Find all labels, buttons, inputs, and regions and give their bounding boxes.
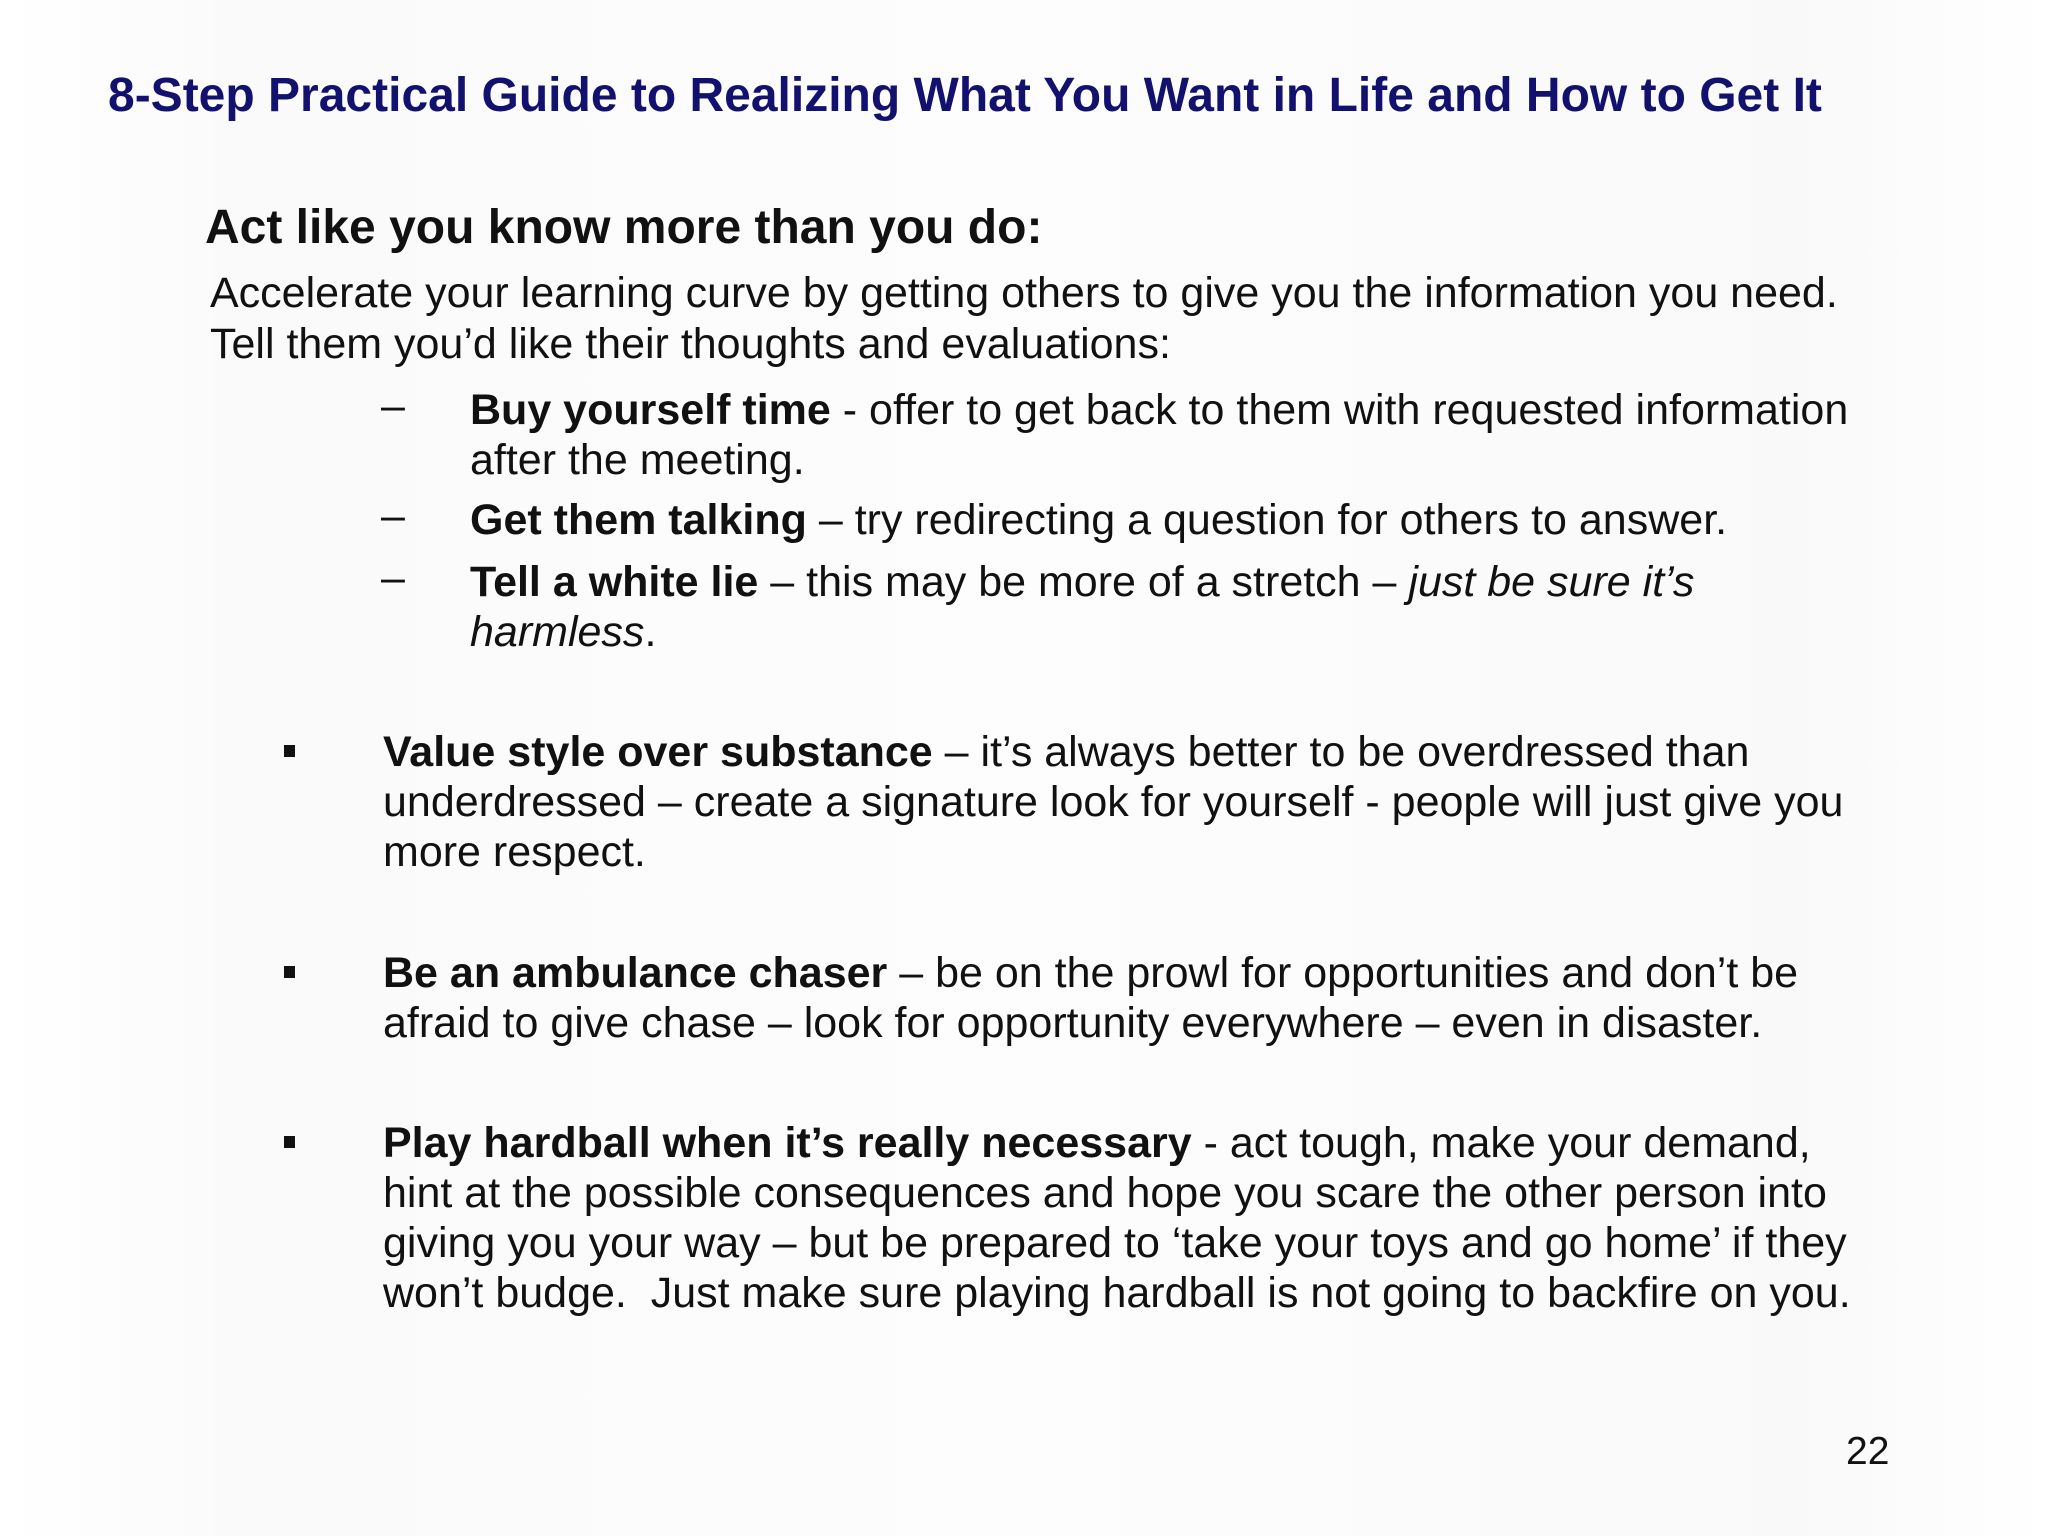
bullet-bold: Be an ambulance chaser (383, 949, 888, 997)
bullet-rest: – be on the prowl for opportunities and don’t be (887, 949, 1799, 997)
sub-item-line (470, 557, 1960, 607)
bullet-line: underdressed – create a signature look for yourself - people will just give you (383, 778, 1844, 826)
bullet-line (383, 727, 1973, 777)
bullet-rest: – it’s always better to be overdressed than (932, 728, 1750, 776)
square-bullet-icon (284, 745, 295, 757)
intro-line-1: Accelerate your learning curve by getting others to give you the information you need. (210, 269, 1838, 317)
bullet-text (383, 1118, 1973, 1318)
bullet-line: afraid to give chase – look for opportunity everywhere – even in disaster. (383, 999, 1763, 1047)
sub-item-rest: – this may be more of a stretch – (758, 558, 1409, 606)
sub-item-end: . (644, 608, 657, 656)
bullet-line (383, 948, 1973, 998)
bullet-bold: Value style over substance (383, 728, 933, 776)
bullet-line (383, 1118, 1973, 1168)
dash-bullet-icon: – (381, 554, 405, 602)
section-heading: Act like you know more than you do: (205, 201, 1043, 254)
sub-item-text (470, 385, 1960, 485)
bullet-line: hint at the possible consequences and hope you scare the other person into (383, 1169, 1827, 1217)
dash-bullet-icon: – (381, 382, 405, 430)
dash-bullet-icon: – (381, 492, 405, 540)
square-bullet-icon (284, 1136, 295, 1148)
bullet-bold: Play hardball when it’s really necessary (383, 1119, 1192, 1167)
sub-item-text (470, 495, 1960, 545)
sub-item-line (470, 607, 1960, 657)
sub-item-bold: Tell a white lie (470, 558, 759, 606)
bullet-rest: - act tough, make your demand, (1191, 1119, 1811, 1167)
intro-line-2: Tell them you’d like their thoughts and evaluations: (210, 320, 1171, 368)
bullet-text (383, 948, 1973, 1048)
sub-item-bold: Get them talking (470, 496, 807, 544)
sub-item-text (470, 557, 1960, 657)
bullet-text (383, 727, 1973, 877)
sub-item-italic: harmless (470, 608, 645, 656)
sub-item-italic: just be sure it’s (1408, 558, 1695, 606)
sub-item-bold: Buy yourself time (470, 386, 831, 434)
sub-item-line (470, 495, 1960, 545)
bullet-line: giving you your way – but be prepared to ‘take your toys and go home’ if they (383, 1219, 1847, 1267)
bullet-line: more respect. (383, 828, 646, 876)
page-number: 22 (1846, 1430, 1890, 1473)
sub-item-line: after the meeting. (470, 436, 805, 484)
square-bullet-icon (284, 966, 295, 978)
sub-item-rest: - offer to get back to them with requested information (830, 386, 1849, 434)
sub-item-line (470, 385, 1960, 435)
sub-item-rest: – try redirecting a question for others to answer. (806, 496, 1728, 544)
intro-paragraph (210, 268, 1990, 370)
slide-title: 8-Step Practical Guide to Realizing What You Want in Life and How to Get It (108, 69, 1822, 122)
bullet-line: won’t budge. Just make sure playing hardball is not going to backfire on you. (383, 1269, 1851, 1317)
